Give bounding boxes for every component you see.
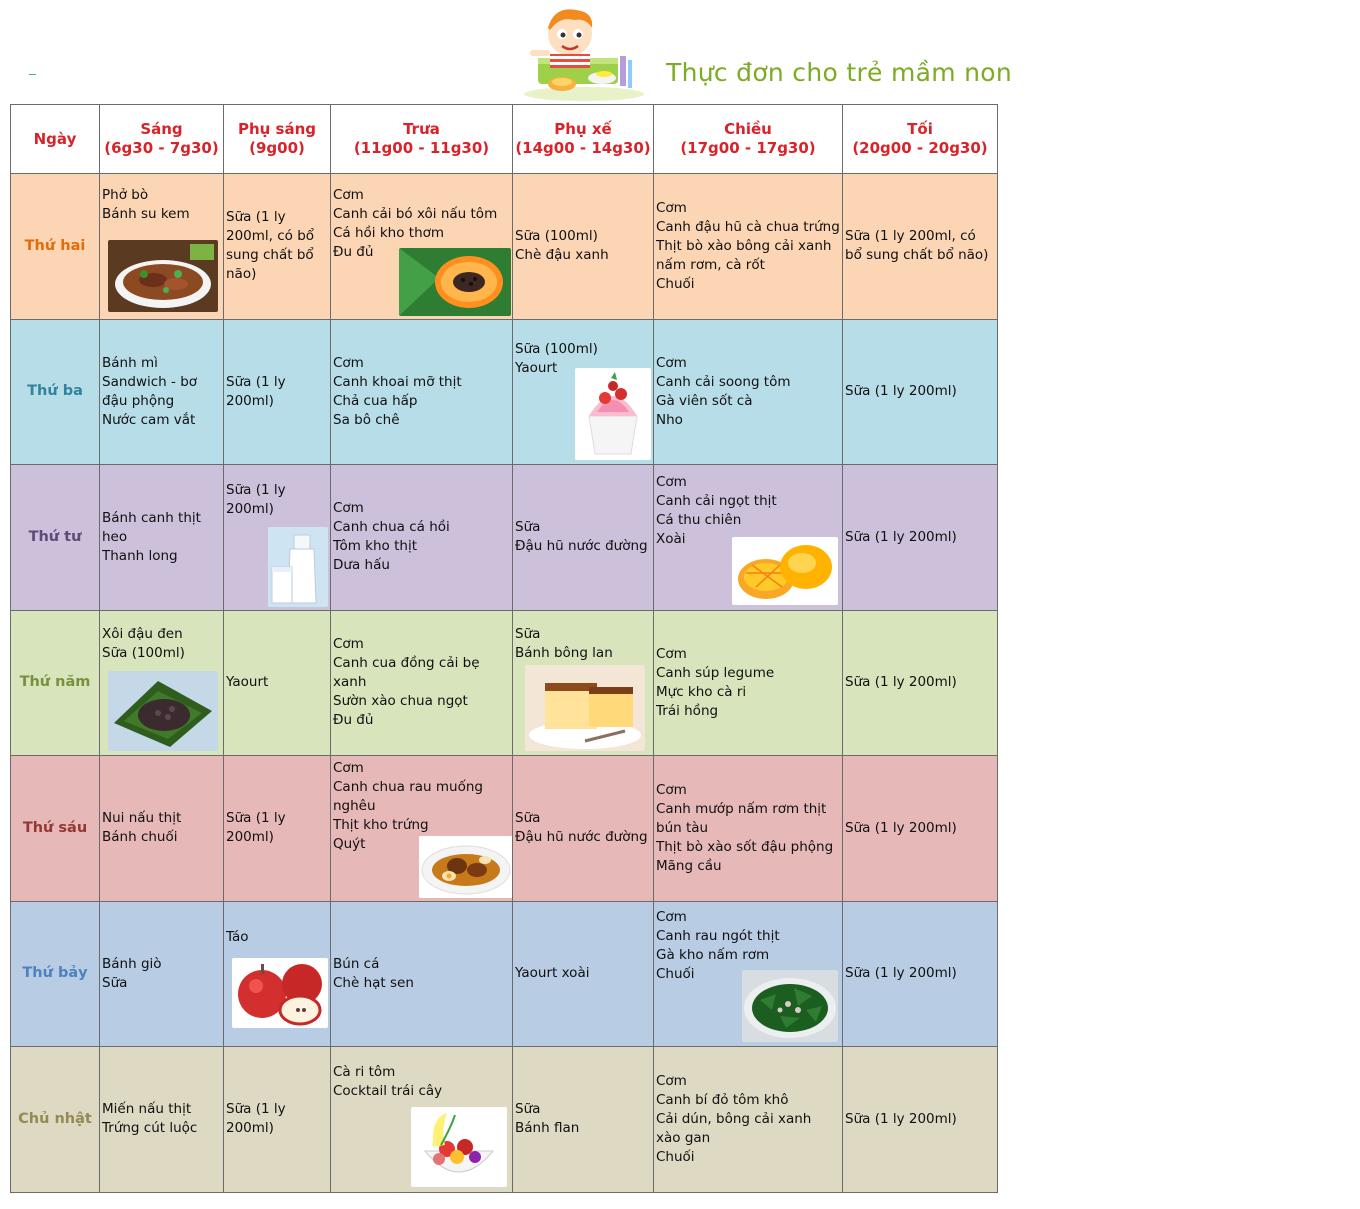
- meal-cell-evening: Sữa (1 ly 200ml, có bổ sung chất bổ não): [843, 174, 998, 320]
- meal-cell-evening: Sữa (1 ly 200ml): [843, 465, 998, 611]
- column-header-lunch: Trưa (11g00 - 11g30): [331, 105, 513, 174]
- meal-cell-morning-snack: Sữa (1 ly 200ml, có bổ sung chất bổ não): [224, 174, 331, 320]
- day-label: Thứ năm: [11, 610, 100, 756]
- meal-cell-dinner: Cơm Canh rau ngót thịt Gà kho nấm rơm Chuối: [654, 901, 843, 1047]
- meal-cell-afternoon-snack: Sữa Bánh flan: [513, 1047, 654, 1193]
- meal-cell-morning: Miến nấu thịt Trứng cút luộc: [100, 1047, 224, 1193]
- column-header-evening: Tối (20g00 - 20g30): [843, 105, 998, 174]
- day-label: Chủ nhật: [11, 1047, 100, 1193]
- meal-cell-morning: Phở bò Bánh su kem: [100, 174, 224, 320]
- mango-image: [732, 537, 838, 605]
- meal-cell-lunch: Cơm Canh chua cá hồi Tôm kho thịt Dưa hấu: [331, 465, 513, 611]
- meal-cell-morning-snack: Yaourt: [224, 610, 331, 756]
- meal-cell-lunch: Bún cá Chè hạt sen: [331, 901, 513, 1047]
- meal-cell-morning: Bánh mì Sandwich - bơ đậu phộng Nước cam vắt: [100, 319, 224, 465]
- meal-cell-lunch: Cơm Canh cải bó xôi nấu tôm Cá hồi kho thơm Đu đủ: [331, 174, 513, 320]
- page-header: [0, 0, 1013, 104]
- decorative-mark: [29, 74, 36, 75]
- meal-cell-evening: Sữa (1 ly 200ml): [843, 319, 998, 465]
- meal-cell-dinner: Cơm Canh đậu hũ cà chua trứng Thịt bò xào bông cải xanh nấm rơm, cà rốt Chuối: [654, 174, 843, 320]
- sticky-rice-image: [108, 671, 218, 751]
- meal-cell-afternoon-snack: Sữa Đậu hũ nước đường: [513, 465, 654, 611]
- braised-pork-egg-image: [419, 836, 513, 898]
- column-header-afternoon-snack: Phụ xế (14g00 - 14g30): [513, 105, 654, 174]
- meal-cell-morning-snack: Táo: [224, 901, 331, 1047]
- yogurt-image: [575, 368, 651, 460]
- meal-cell-afternoon-snack: Sữa (100ml) Chè đậu xanh: [513, 174, 654, 320]
- day-label: Thứ hai: [11, 174, 100, 320]
- meal-cell-morning-snack: Sữa (1 ly 200ml): [224, 465, 331, 611]
- meal-cell-dinner: Cơm Canh cải soong tôm Gà viên sốt cà Nho: [654, 319, 843, 465]
- meal-cell-lunch: Cơm Canh cua đồng cải bẹ xanh Sườn xào chua ngọt Đu đủ: [331, 610, 513, 756]
- table-row: [11, 610, 998, 756]
- table-row: [11, 465, 998, 611]
- day-label: Thứ sáu: [11, 756, 100, 902]
- menu-table: [10, 104, 998, 1193]
- child-mascot-icon: [520, 4, 648, 102]
- meal-cell-dinner: Cơm Canh cải ngọt thịt Cá thu chiên Xoài: [654, 465, 843, 611]
- meal-cell-evening: Sữa (1 ly 200ml): [843, 1047, 998, 1193]
- table-row: [11, 756, 998, 902]
- greens-soup-image: [742, 970, 838, 1042]
- meal-cell-morning: Bánh giò Sữa: [100, 901, 224, 1047]
- sponge-cake-image: [525, 665, 645, 751]
- meal-cell-morning-snack: Sữa (1 ly 200ml): [224, 756, 331, 902]
- meal-cell-evening: Sữa (1 ly 200ml): [843, 901, 998, 1047]
- column-header-morning: Sáng (6g30 - 7g30): [100, 105, 224, 174]
- table-row: [11, 319, 998, 465]
- apple-image: [232, 958, 328, 1028]
- milk-image: [268, 527, 328, 607]
- papaya-image: [399, 248, 511, 316]
- meal-cell-dinner: Cơm Canh súp legume Mực kho cà ri Trái hồng: [654, 610, 843, 756]
- meal-cell-morning: Nui nấu thịt Bánh chuối: [100, 756, 224, 902]
- column-header-dinner: Chiều (17g00 - 17g30): [654, 105, 843, 174]
- meal-cell-evening: Sữa (1 ly 200ml): [843, 756, 998, 902]
- meal-cell-evening: Sữa (1 ly 200ml): [843, 610, 998, 756]
- meal-cell-dinner: Cơm Canh mướp nấm rơm thịt bún tàu Thịt bò xào sốt đậu phộng Mãng cầu: [654, 756, 843, 902]
- fruit-cocktail-image: [411, 1107, 507, 1187]
- header-row: [11, 105, 998, 174]
- column-header-morning-snack: Phụ sáng (9g00): [224, 105, 331, 174]
- column-header-day: Ngày: [11, 105, 100, 174]
- meal-cell-morning: Xôi đậu đen Sữa (100ml): [100, 610, 224, 756]
- pho-bo-image: [108, 240, 218, 312]
- day-label: Thứ ba: [11, 319, 100, 465]
- meal-cell-lunch: Cơm Canh chua rau muống nghêu Thịt kho trứng Quýt: [331, 756, 513, 902]
- day-label: Thứ bảy: [11, 901, 100, 1047]
- table-row: [11, 901, 998, 1047]
- meal-cell-morning-snack: Sữa (1 ly 200ml): [224, 319, 331, 465]
- meal-cell-morning: Bánh canh thịt heo Thanh long: [100, 465, 224, 611]
- page-title: Thực đơn cho trẻ mầm non: [666, 58, 1013, 87]
- meal-cell-dinner: Cơm Canh bí đỏ tôm khô Cải dún, bông cải xanh xào gan Chuối: [654, 1047, 843, 1193]
- meal-cell-afternoon-snack: Sữa Bánh bông lan: [513, 610, 654, 756]
- meal-cell-lunch: Cơm Canh khoai mỡ thịt Chả cua hấp Sa bô chê: [331, 319, 513, 465]
- meal-cell-lunch: Cà ri tôm Cocktail trái cây: [331, 1047, 513, 1193]
- day-label: Thứ tư: [11, 465, 100, 611]
- table-row: [11, 174, 998, 320]
- meal-cell-morning-snack: Sữa (1 ly 200ml): [224, 1047, 331, 1193]
- meal-cell-afternoon-snack: Sữa (100ml) Yaourt: [513, 319, 654, 465]
- table-row: [11, 1047, 998, 1193]
- meal-cell-afternoon-snack: Yaourt xoài: [513, 901, 654, 1047]
- meal-cell-afternoon-snack: Sữa Đậu hũ nước đường: [513, 756, 654, 902]
